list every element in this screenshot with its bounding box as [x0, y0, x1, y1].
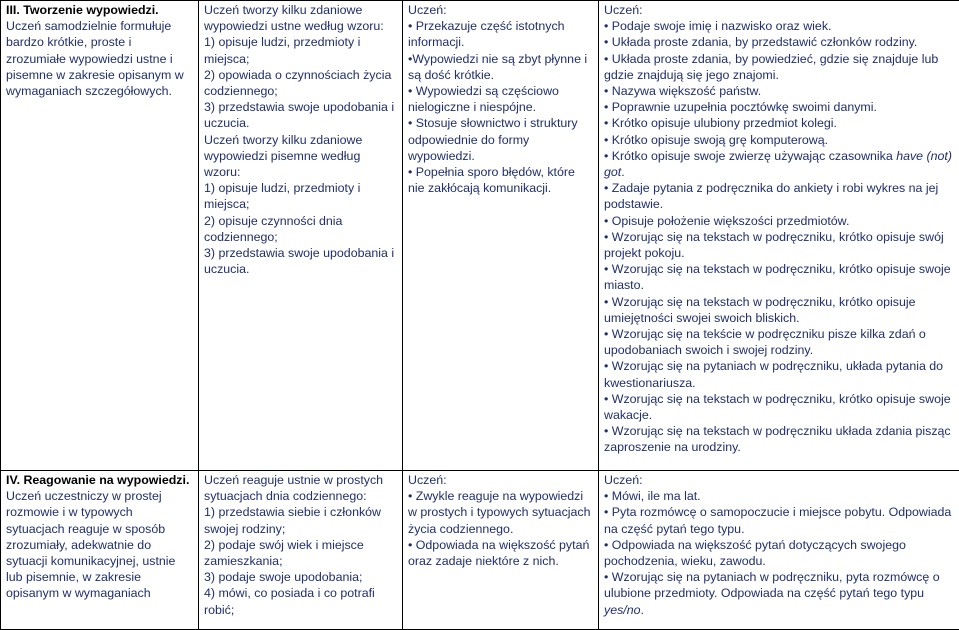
- list-item-text: • Krótko opisuje swoje zwierzę używając czasownika: [604, 149, 896, 163]
- table-cell: [199, 471, 403, 630]
- list-item: • Nazywa większość państw.: [604, 83, 954, 99]
- section-heading: IV. Reagowanie na wypowiedzi.: [6, 472, 193, 488]
- list-item-text: • Wzorując się na pytaniach w podręczniku, pyta rozmówcę o ulubione przedmioty. Odpowiada na część pytań tego typu: [604, 570, 940, 600]
- list-item: • Odpowiada na większość pytań dotyczących swojego pochodzenia, wieku, zawodu.: [604, 537, 954, 569]
- list-item: 1) przedstawia siebie i członków swojej rodziny;: [204, 504, 397, 536]
- section-description: Uczeń samodzielnie formułuje bardzo krótkie, proste i zrozumiałe wypowiedzi ustne i pisemne w zakresie opisanym w wymaganiach szczegółowych.: [6, 18, 193, 99]
- requirement-lead: Uczeń tworzy kilku zdaniowe wypowiedzi pisemne według wzoru:: [204, 132, 397, 181]
- table-cell: [403, 1, 599, 471]
- list-item: 1) opisuje ludzi, przedmioty i miejsca;: [204, 180, 397, 212]
- list-item: 3) przedstawia swoje upodobania i uczucia.: [204, 245, 397, 277]
- list-item: •Wypowiedzi nie są zbyt płynne i są dość krótkie.: [408, 51, 593, 83]
- list-item: 4) mówi, co posiada i co potrafi robić;: [204, 585, 397, 617]
- student-label: Uczeń:: [604, 2, 954, 18]
- list-item: • Wzorując się na tekście w podręczniku pisze kilka zdań o upodobaniach swoich i swojej rodziny.: [604, 326, 954, 358]
- emphasis-text: have (not) got: [604, 149, 952, 179]
- list-item: 3) przedstawia swoje upodobania i uczucia.: [204, 99, 397, 131]
- list-item: • Wzorując się na tekstach w podręczniku układa zdania pisząc zaproszenie na urodziny.: [604, 423, 954, 455]
- list-item: • Poprawnie uzupełnia pocztówkę swoimi danymi.: [604, 99, 954, 115]
- list-item: [604, 569, 954, 618]
- list-item: • Stosuje słownictwo i struktury odpowiednie do formy wypowiedzi.: [408, 115, 593, 164]
- list-item: • Wzorując się na tekstach w podręczniku, krótko opisuje umiejętności swojei swoich bliskich.: [604, 294, 954, 326]
- list-item-text: .: [621, 165, 624, 179]
- list-item: • Odpowiada na większość pytań oraz zadaje niektóre z nich.: [408, 537, 593, 569]
- table-cell: [1, 471, 199, 630]
- requirement-lead: Uczeń tworzy kilku zdaniowe wypowiedzi ustne według wzoru:: [204, 2, 397, 34]
- list-item: • Wzorując się na tekstach w podręczniku, krótko opisuje swój projekt pokoju.: [604, 229, 954, 261]
- list-item-text: .: [641, 603, 644, 617]
- table-cell: [599, 1, 959, 471]
- emphasis-text: yes/no: [604, 603, 641, 617]
- list-item: • Układa proste zdania, by powiedzieć, gdzie się znajduje lub gdzie znajdują się jego znajomi.: [604, 51, 954, 83]
- list-item: • Wzorując się na tekstach w podręczniku, krótko opisuje swoje miasto.: [604, 261, 954, 293]
- table-cell: [403, 471, 599, 630]
- list-item: 1) opisuje ludzi, przedmioty i miejsca;: [204, 34, 397, 66]
- list-item: • Krótko opisuje swoją grę komputerową.: [604, 132, 954, 148]
- list-item: • Popełnia sporo błędów, które nie zakłócają komunikacji.: [408, 164, 593, 196]
- list-item: • Krótko opisuje ulubiony przedmiot kolegi.: [604, 115, 954, 131]
- list-item: • Opisuje położenie większości przedmiotów.: [604, 213, 954, 229]
- table-row: [1, 471, 959, 630]
- list-item: • Podaje swoje imię i nazwisko oraz wiek.: [604, 18, 954, 34]
- list-item: • Układa proste zdania, by przedstawić członków rodziny.: [604, 34, 954, 50]
- student-label: Uczeń:: [408, 2, 593, 18]
- list-item: • Wzorując się na tekstach w podręczniku, krótko opisuje swoje wakacje.: [604, 391, 954, 423]
- list-item: • Przekazuje część istotnych informacji.: [408, 18, 593, 50]
- table-cell: [199, 1, 403, 471]
- list-item: 2) podaje swój wiek i miejsce zamieszkania;: [204, 537, 397, 569]
- list-item: • Pyta rozmówcę o samopoczucie i miejsce pobytu. Odpowiada na część pytań tego typu.: [604, 504, 954, 536]
- list-item: 3) podaje swoje upodobania;: [204, 569, 397, 585]
- list-item: 2) opisuje czynności dnia codziennego;: [204, 213, 397, 245]
- list-item: • Wzorując się na pytaniach w podręczniku, układa pytania do kwestionariusza.: [604, 358, 954, 390]
- section-heading: III. Tworzenie wypowiedzi.: [6, 2, 193, 18]
- table-row: [1, 1, 959, 471]
- list-item: [604, 148, 954, 180]
- list-item: • Mówi, ile ma lat.: [604, 488, 954, 504]
- table-cell: [599, 471, 959, 630]
- student-label: Uczeń:: [604, 472, 954, 488]
- list-item: • Zadaje pytania z podręcznika do ankiety i robi wykres na jej podstawie.: [604, 180, 954, 212]
- requirement-lead: Uczeń reaguje ustnie w prostych sytuacjach dnia codziennego:: [204, 472, 397, 504]
- list-item: • Zwykle reaguje na wypowiedzi w prostych i typowych sytuacjach życia codziennego.: [408, 488, 593, 537]
- student-label: Uczeń:: [408, 472, 593, 488]
- section-description: Uczeń uczestniczy w prostej rozmowie i w typowych sytuacjach reaguje w sposób zrozumiały, adekwatnie do sytuacji komunikacyjnej, ustnie lub pisemnie, w zakresie opisanym w wymaganiach: [6, 488, 193, 601]
- list-item: • Wypowiedzi są częściowo nielogiczne i niespójne.: [408, 83, 593, 115]
- list-item: 2) opowiada o czynnościach życia codziennego;: [204, 67, 397, 99]
- table-cell: [1, 1, 199, 471]
